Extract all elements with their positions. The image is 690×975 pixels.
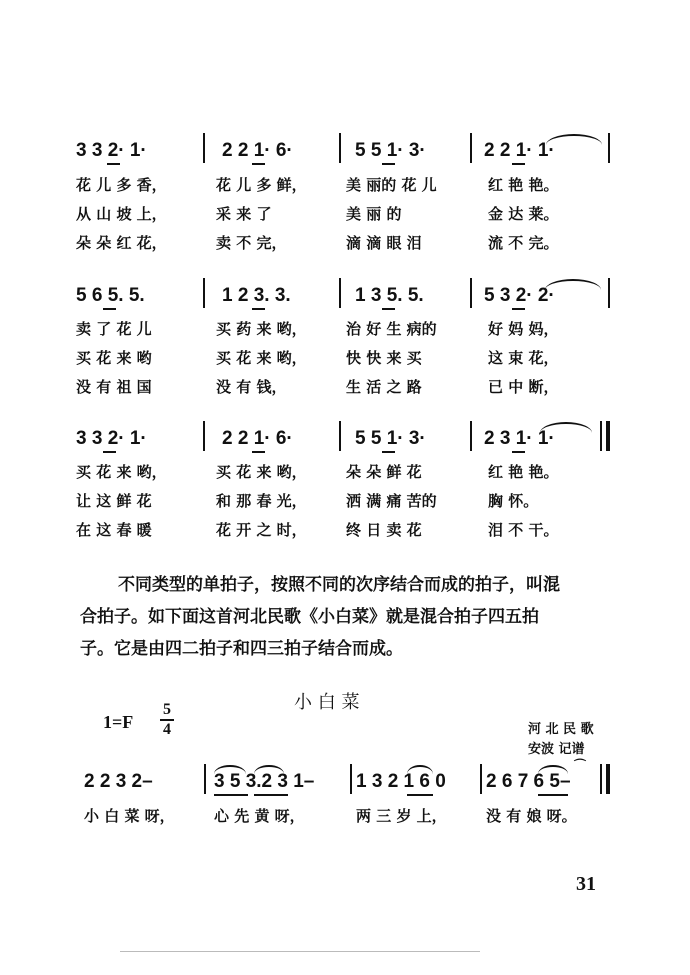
lyric: 让 这 鲜 花 (76, 492, 152, 510)
note-underline (103, 308, 116, 310)
bar-line (203, 421, 205, 451)
notes-measure: 5 5 1· 3· (355, 428, 426, 449)
notes-measure: 2 2 1· 1· (484, 140, 555, 161)
paragraph-line: 合拍子。如下面这首河北民歌《小白菜》就是混合拍子四五拍 (80, 607, 539, 627)
lyric: 卖 不 完， (216, 234, 287, 252)
note-underline (538, 794, 568, 796)
paragraph-line: 不同类型的单拍子，按照不同的次序结合而成的拍子，叫混 (118, 575, 560, 595)
final-bar-thick (606, 764, 610, 794)
tie-arc (545, 279, 601, 290)
slur-arc (407, 765, 433, 774)
time-signature (160, 702, 174, 738)
lyric: 好 妈 妈， (488, 320, 559, 338)
bar-line (203, 278, 205, 308)
song-title: 小 白 菜 (294, 692, 360, 713)
lyric: 花 儿 多 香， (76, 176, 167, 194)
note-underline (382, 163, 395, 165)
fermata-icon: ⌒ (574, 758, 587, 772)
final-bar-thin (600, 764, 602, 794)
lyric: 在 这 春 暖 (76, 521, 152, 539)
note-underline (512, 451, 525, 453)
note-underline (512, 308, 525, 310)
key-signature: 1=F (103, 712, 134, 732)
lyric: 没 有 钱， (216, 378, 287, 396)
note-underline (382, 451, 395, 453)
bar-line (608, 278, 610, 308)
lyric: 终 日 卖 花 (346, 521, 422, 539)
notes-measure: 5 5 1· 3· (355, 140, 426, 161)
lyric: 美 丽的 花 儿 (346, 176, 437, 194)
paragraph-line: 子。它是由四二拍子和四三拍子结合而成。 (80, 639, 403, 659)
final-bar-thin (600, 421, 602, 451)
lyric: 红 艳 艳。 (488, 463, 559, 481)
scan-edge-line (120, 951, 480, 952)
notes-measure: 1 3 2 1 6 0 (356, 771, 446, 792)
lyric: 金 达 莱。 (488, 205, 559, 223)
bar-line (203, 133, 205, 163)
notes-measure: 2 2 1· 6· (222, 428, 293, 449)
lyric: 采 来 了 (216, 205, 272, 223)
lyric: 快 快 来 买 (346, 349, 422, 367)
lyric: 治 好 生 病的 (346, 320, 437, 338)
lyric: 红 艳 艳。 (488, 176, 559, 194)
lyric: 卖 了 花 儿 (76, 320, 152, 338)
lyric: 泪 不 干。 (488, 521, 559, 539)
note-underline (107, 163, 120, 165)
lyric: 两 三 岁 上， (356, 807, 447, 825)
tie-arc (546, 134, 602, 145)
lyric: 买 花 来 哟， (76, 463, 167, 481)
time-signature-top: 5 (163, 701, 171, 718)
note-underline (252, 163, 265, 165)
slur-arc (214, 765, 246, 774)
note-underline (252, 308, 265, 310)
bar-line (470, 133, 472, 163)
lyric: 滴 滴 眼 泪 (346, 234, 422, 252)
lyric: 花 儿 多 鲜， (216, 176, 307, 194)
lyric: 已 中 断， (488, 378, 559, 396)
note-underline (512, 163, 525, 165)
lyric: 没 有 娘 呀。 (486, 807, 577, 825)
notes-measure: 2 2 3 2– (84, 771, 153, 792)
lyric: 买 花 来 哟， (216, 463, 307, 481)
lyric: 从 山 坡 上， (76, 205, 167, 223)
bar-line (350, 764, 352, 794)
notes-measure: 5 3 2· 2· (484, 285, 555, 306)
lyric: 胸 怀。 (488, 492, 539, 510)
note-underline (407, 794, 433, 796)
final-bar-thick (606, 421, 610, 451)
lyric: 这 束 花， (488, 349, 559, 367)
bar-line (480, 764, 482, 794)
note-underline (252, 451, 265, 453)
slur-arc (538, 765, 568, 774)
slur-arc (254, 765, 284, 774)
time-signature-bottom: 4 (163, 721, 171, 738)
lyric: 花 开 之 时， (216, 521, 307, 539)
tie-arc (540, 422, 592, 433)
notes-measure: 2 3 1· 1· (484, 428, 555, 449)
lyric: 心 先 黄 呀， (214, 807, 305, 825)
notes-measure: 5 6 5. 5. (76, 285, 145, 306)
bar-line (339, 133, 341, 163)
lyric: 美 丽 的 (346, 205, 402, 223)
lyric: 买 花 来 哟， (216, 349, 307, 367)
page-number: 31 (576, 873, 596, 895)
lyric: 小 白 菜 呀， (84, 807, 175, 825)
notes-measure: 2 2 1· 6· (222, 140, 293, 161)
lyric: 买 花 来 哟 (76, 349, 152, 367)
notes-measure: 2 6 7 6 5– (486, 771, 571, 792)
lyric: 买 药 来 哟， (216, 320, 307, 338)
lyric: 和 那 春 光， (216, 492, 307, 510)
lyric: 朵 朵 红 花， (76, 234, 167, 252)
bar-line (470, 421, 472, 451)
lyric: 生 活 之 路 (346, 378, 422, 396)
note-underline (254, 794, 288, 796)
note-underline (103, 451, 116, 453)
song-credit: 安波 记谱 (528, 742, 585, 757)
song-origin: 河 北 民 歌 (528, 722, 594, 737)
notes-measure: 3 3 2· 1· (76, 428, 147, 449)
notes-measure: 3 3 2· 1· (76, 140, 147, 161)
bar-line (470, 278, 472, 308)
notes-measure: 1 2 3. 3. (222, 285, 291, 306)
notes-measure: 1 3 5. 5. (355, 285, 424, 306)
lyric: 没 有 祖 国 (76, 378, 152, 396)
bar-line (339, 278, 341, 308)
lyric: 洒 满 痛 苦的 (346, 492, 437, 510)
note-underline (382, 308, 395, 310)
note-underline (214, 794, 248, 796)
bar-line (204, 764, 206, 794)
bar-line (608, 133, 610, 163)
bar-line (339, 421, 341, 451)
notes-measure: 3 5 3.2 3 1– (214, 771, 315, 792)
lyric: 流 不 完。 (488, 234, 559, 252)
lyric: 朵 朵 鲜 花 (346, 463, 422, 481)
